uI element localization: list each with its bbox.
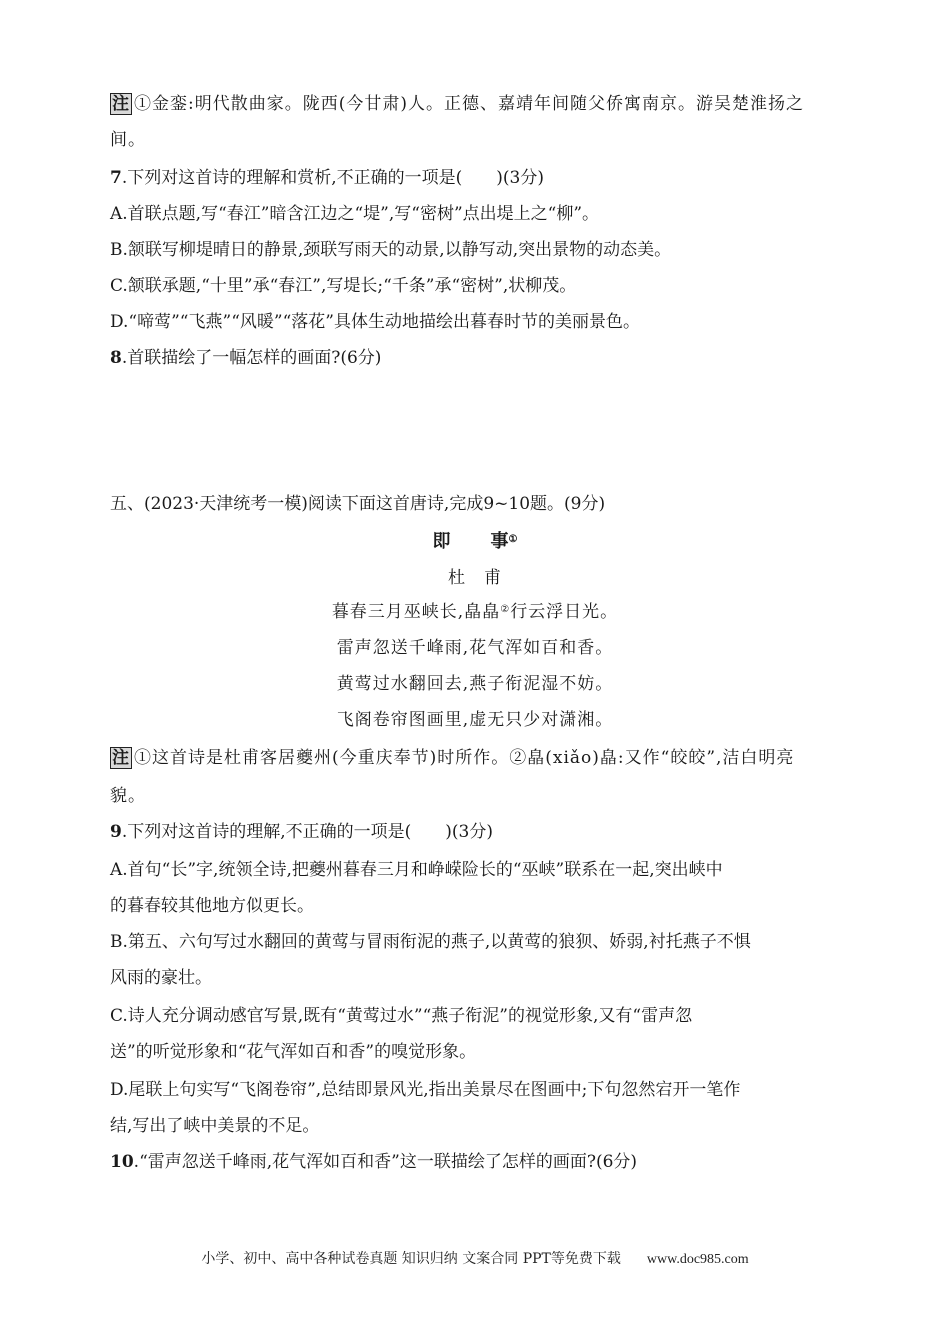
poem-title-char: 事 xyxy=(490,531,509,552)
question-10-stem xyxy=(110,1150,637,1174)
q7-option-a: A.首联点题,写“春江”暗含江边之“堤”,写“密树”点出堤上之“柳”。 xyxy=(110,204,600,224)
note1-text: ①金銮:明代散曲家。陇西(今甘肃)人。正德、嘉靖年间随父侨寓南京。游吴楚淮扬之 xyxy=(134,94,804,114)
question-7-stem xyxy=(110,166,544,190)
footer-text: 小学、初中、高中各种试卷真题 知识归纳 文案合同 PPT等免费下载 xyxy=(201,1251,621,1267)
footer-link[interactable]: www.doc985.com xyxy=(646,1252,749,1267)
question-number: 9 xyxy=(110,822,122,842)
note2-text: ①这首诗是杜甫客居夔州(今重庆奉节)时所作。②皛(xiǎo)皛:又作“皎皎”,洁白明亮 xyxy=(134,748,795,768)
poem-line-4: 飞阁卷帘图画里,虚无只少对潇湘。 xyxy=(336,710,614,730)
poem-title-char: 即 xyxy=(432,531,451,552)
q9-option-d-line2: 结,写出了峡中美景的不足。 xyxy=(110,1116,320,1136)
poem-line-text: 行云浮日光。 xyxy=(510,602,619,622)
q9-option-d-line1: D.尾联上句实写“飞阁卷帘”,总结即景风光,指出美景尽在图画中;下句忽然宕开一笔作 xyxy=(110,1080,741,1100)
footnote-marker: ② xyxy=(500,604,511,615)
note2-line2: 貌。 xyxy=(110,786,146,806)
q9-option-a-line1: A.首句“长”字,统领全诗,把夔州暮春三月和峥嵘险长的“巫峡”联系在一起,突出峡中 xyxy=(110,860,723,880)
note-tag: 注 xyxy=(112,748,130,768)
q9-option-c-line1: C.诗人充分调动感官写景,既有“黄莺过水”“燕子衔泥”的视觉形象,又有“雷声忽 xyxy=(110,1006,693,1026)
question-text: .“雷声忽送千峰雨,花气浑如百和香”这一联描绘了怎样的画面?(6分) xyxy=(133,1152,638,1172)
question-number: 7 xyxy=(110,168,122,188)
question-number: 8 xyxy=(110,348,122,368)
footnote-marker: ① xyxy=(508,534,518,545)
q7-option-b: B.颔联写柳堤晴日的静景,颈联写雨天的动景,以静写动,突出景物的动态美。 xyxy=(110,240,672,260)
question-text: .首联描绘了一幅怎样的画面?(6分) xyxy=(121,348,382,368)
poem-line-3: 黄莺过水翻回去,燕子衔泥湿不妨。 xyxy=(336,674,614,694)
q9-option-a-line2: 的暮春较其他地方似更长。 xyxy=(110,896,314,916)
question-9-stem xyxy=(110,820,493,844)
question-text: .下列对这首诗的理解和赏析,不正确的一项是( )(3分) xyxy=(121,168,544,188)
q9-option-b-line1: B.第五、六句写过水翻回的黄莺与冒雨衔泥的燕子,以黄莺的狼狈、娇弱,衬托燕子不惧 xyxy=(110,932,751,952)
note1-line1 xyxy=(110,92,804,116)
question-number: 10 xyxy=(110,1152,134,1172)
q7-option-c: C.颔联承题,“十里”承“春江”,写堤长;“千条”承“密树”,状柳茂。 xyxy=(110,276,577,296)
question-8-stem xyxy=(110,346,381,370)
poem-line-2: 雷声忽送千峰雨,花气浑如百和香。 xyxy=(336,638,614,658)
note-tag: 注 xyxy=(112,94,130,114)
poem-line-1 xyxy=(0,600,950,624)
page-footer xyxy=(0,1248,950,1268)
poem-title xyxy=(0,530,950,554)
question-text: .下列对这首诗的理解,不正确的一项是( )(3分) xyxy=(121,822,493,842)
poem-line-text: 暮春三月巫峡长,皛皛 xyxy=(331,602,501,622)
note1-line2: 间。 xyxy=(110,130,146,150)
q7-option-d: D.“啼莺”“飞燕”“风暖”“落花”具体生动地描绘出暮春时节的美丽景色。 xyxy=(110,312,640,332)
q9-option-c-line2: 送”的听觉形象和“花气浑如百和香”的嗅觉形象。 xyxy=(110,1042,477,1062)
note2-line1 xyxy=(110,746,794,770)
q9-option-b-line2: 风雨的豪壮。 xyxy=(110,968,212,988)
section-5-header: 五、(2023·天津统考一模)阅读下面这首唐诗,完成9~10题。(9分) xyxy=(110,494,606,514)
poem-author: 杜 甫 xyxy=(448,568,502,588)
